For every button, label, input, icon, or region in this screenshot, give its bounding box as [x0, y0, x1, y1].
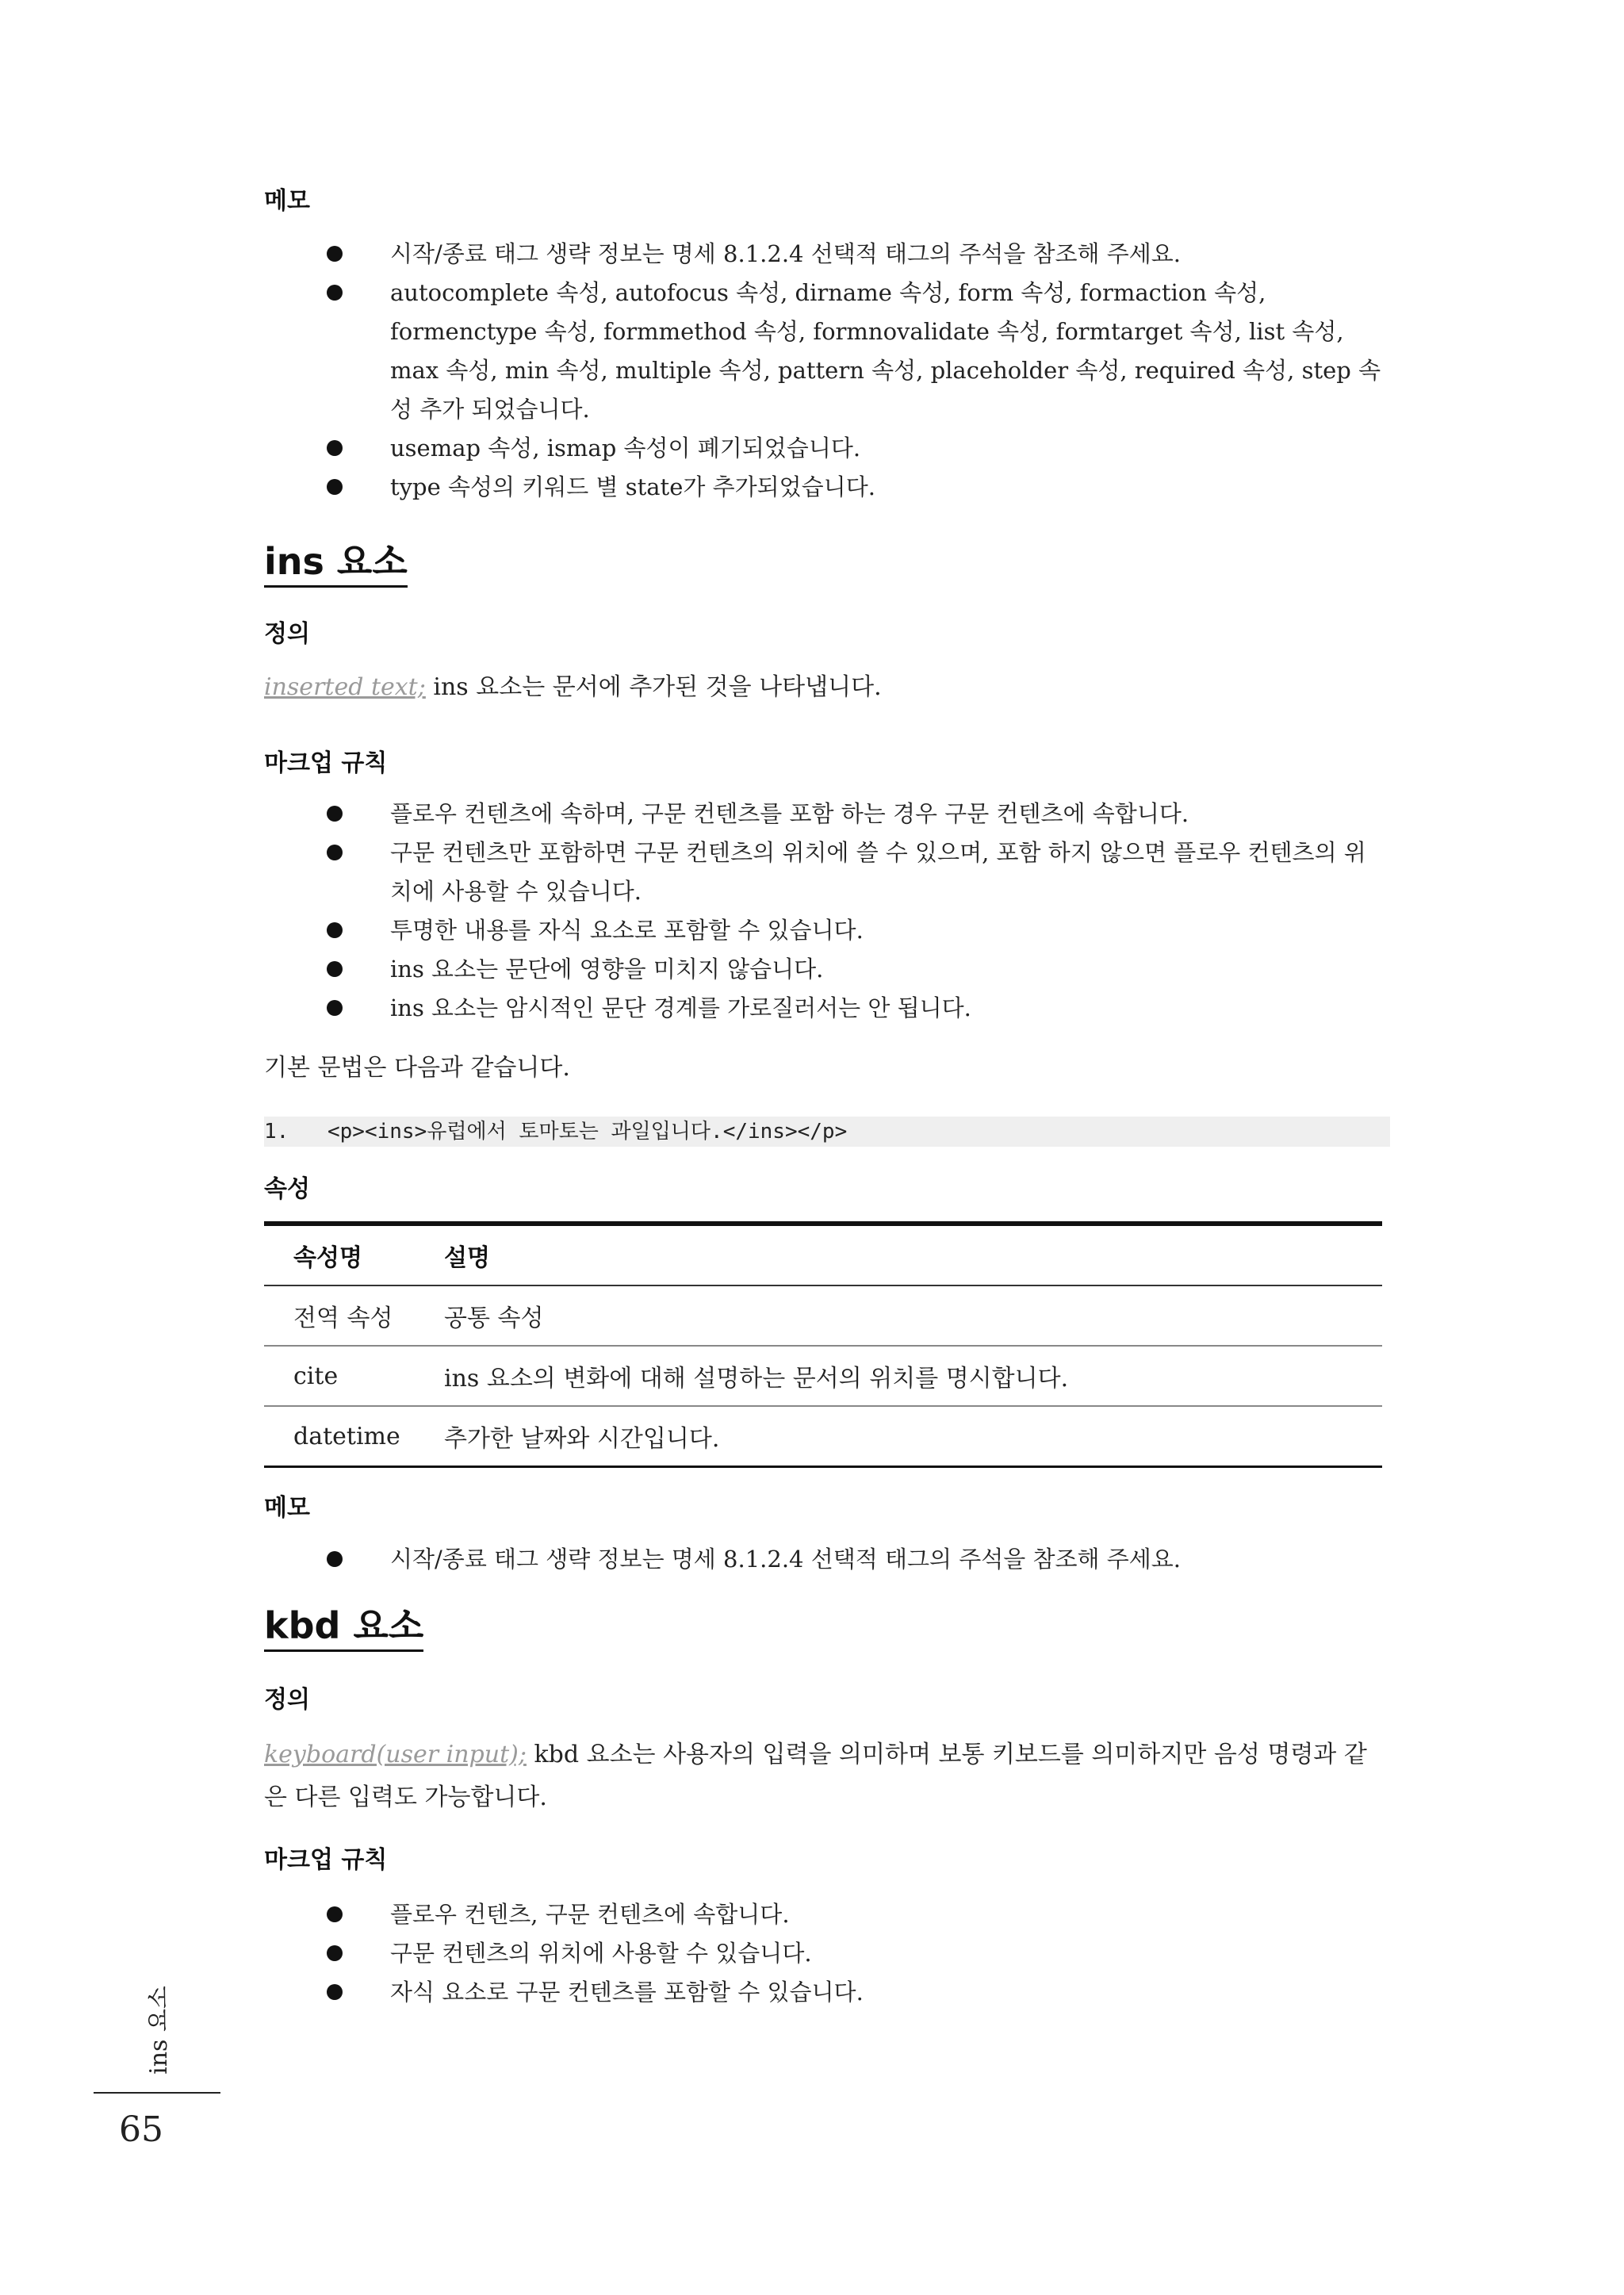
bullet-icon	[327, 961, 343, 977]
ins-markup-heading: 마크업 규칙	[264, 749, 388, 777]
list-item: 구문 컨텐츠만 포함하면 구문 컨텐츠의 위치에 쓸 수 있으며, 포함 하지 않으면 플로우 컨텐츠의 위치에 사용할 수 있습니다.	[327, 833, 1381, 911]
bullet-icon	[327, 1906, 343, 1922]
table-row	[264, 1285, 1382, 1346]
table-cell: 추가한 날짜와 시간입니다.	[444, 1406, 1382, 1467]
kbd-definition-term: keyboard(user input);	[264, 1741, 527, 1768]
table-cell: 공통 속성	[444, 1285, 1382, 1346]
code-line-number: 1.	[264, 1120, 289, 1144]
ins-memo-list	[327, 1540, 1381, 1579]
table-cell: 전역 속성	[264, 1285, 444, 1346]
bullet-icon	[327, 479, 343, 495]
list-item: 시작/종료 태그 생략 정보는 명세 8.1.2.4 선택적 태그의 주석을 참조해 주세요.	[327, 235, 1381, 274]
list-item: ins 요소는 암시적인 문단 경계를 가로질러서는 안 됩니다.	[327, 989, 1381, 1028]
ins-definition-term: inserted text;	[264, 673, 426, 701]
list-item: ins 요소는 문단에 영향을 미치지 않습니다.	[327, 950, 1381, 989]
syntax-intro: 기본 문법은 다음과 같습니다.	[264, 1054, 570, 1082]
table-header-cell: 속성명	[264, 1226, 444, 1285]
ins-section-title: ins 요소	[264, 542, 408, 588]
sidebar-section-label: ins 요소	[145, 1986, 173, 2075]
list-item: autocomplete 속성, autofocus 속성, dirname 속성, form 속성, formaction 속성, formenctype 속성, formmethod 속성, formnovalidate 속성, formtarget 속성, list 속성, max 속성, min 속성, multiple 속성, pattern 속성, placeholder 속성, required 속성, step 속성 추가 되었습니다.	[327, 274, 1381, 429]
sidebar-rule	[94, 2092, 220, 2094]
bullet-icon	[327, 1551, 343, 1567]
table-cell: ins 요소의 변화에 대해 설명하는 문서의 위치를 명시합니다.	[444, 1346, 1382, 1406]
list-item: usemap 속성, ismap 속성이 폐기되었습니다.	[327, 429, 1381, 468]
list-item: type 속성의 키워드 별 state가 추가되었습니다.	[327, 468, 1381, 507]
bullet-icon	[327, 806, 343, 822]
table-header-row	[264, 1226, 1382, 1285]
list-item: 플로우 컨텐츠에 속하며, 구문 컨텐츠를 포함 하는 경우 구문 컨텐츠에 속합니다.	[327, 795, 1381, 833]
code-line: <p><ins>유럽에서 토마토는 과일입니다.</ins></p>	[327, 1120, 848, 1144]
code-block	[264, 1117, 1390, 1147]
list-item: 구문 컨텐츠의 위치에 사용할 수 있습니다.	[327, 1934, 1381, 1973]
table-cell: datetime	[264, 1406, 444, 1467]
bullet-icon	[327, 1945, 343, 1961]
ins-memo-heading: 메모	[264, 1494, 310, 1522]
memo-heading: 메모	[264, 187, 310, 215]
kbd-markup-heading: 마크업 규칙	[264, 1846, 388, 1874]
bullet-icon	[327, 1000, 343, 1016]
page-number: 65	[119, 2109, 163, 2150]
kbd-section-title: kbd 요소	[264, 1606, 423, 1652]
ins-markup-list	[327, 795, 1381, 1028]
bullet-icon	[327, 440, 343, 456]
ins-definition-heading: 정의	[264, 620, 310, 648]
bullet-icon	[327, 1984, 343, 2000]
bullet-icon	[327, 285, 343, 301]
kbd-markup-list	[327, 1895, 1381, 2012]
memo-list	[327, 235, 1381, 507]
table-row	[264, 1406, 1382, 1467]
ins-definition: inserted text; ins 요소는 문서에 추가된 것을 나타냅니다.	[264, 673, 882, 701]
list-item: 투명한 내용를 자식 요소로 포함할 수 있습니다.	[327, 911, 1381, 950]
bullet-icon	[327, 922, 343, 938]
kbd-definition: keyboard(user input); kbd 요소는 사용자의 입력을 의미하며 보통 키보드를 의미하지만 음성 명령과 같은 다른 입력도 가능합니다.	[264, 1741, 1367, 1811]
bullet-icon	[327, 845, 343, 860]
bullet-icon	[327, 246, 343, 262]
list-item: 자식 요소로 구문 컨텐츠를 포함할 수 있습니다.	[327, 1973, 1381, 2012]
table-row	[264, 1346, 1382, 1406]
list-item: 시작/종료 태그 생략 정보는 명세 8.1.2.4 선택적 태그의 주석을 참조해 주세요.	[327, 1540, 1381, 1579]
attribute-table	[264, 1221, 1382, 1468]
table-header-cell: 설명	[444, 1226, 1382, 1285]
list-item: 플로우 컨텐츠, 구문 컨텐츠에 속합니다.	[327, 1895, 1381, 1934]
attr-heading: 속성	[264, 1175, 310, 1203]
table-cell: cite	[264, 1346, 444, 1406]
kbd-definition-heading: 정의	[264, 1686, 310, 1714]
